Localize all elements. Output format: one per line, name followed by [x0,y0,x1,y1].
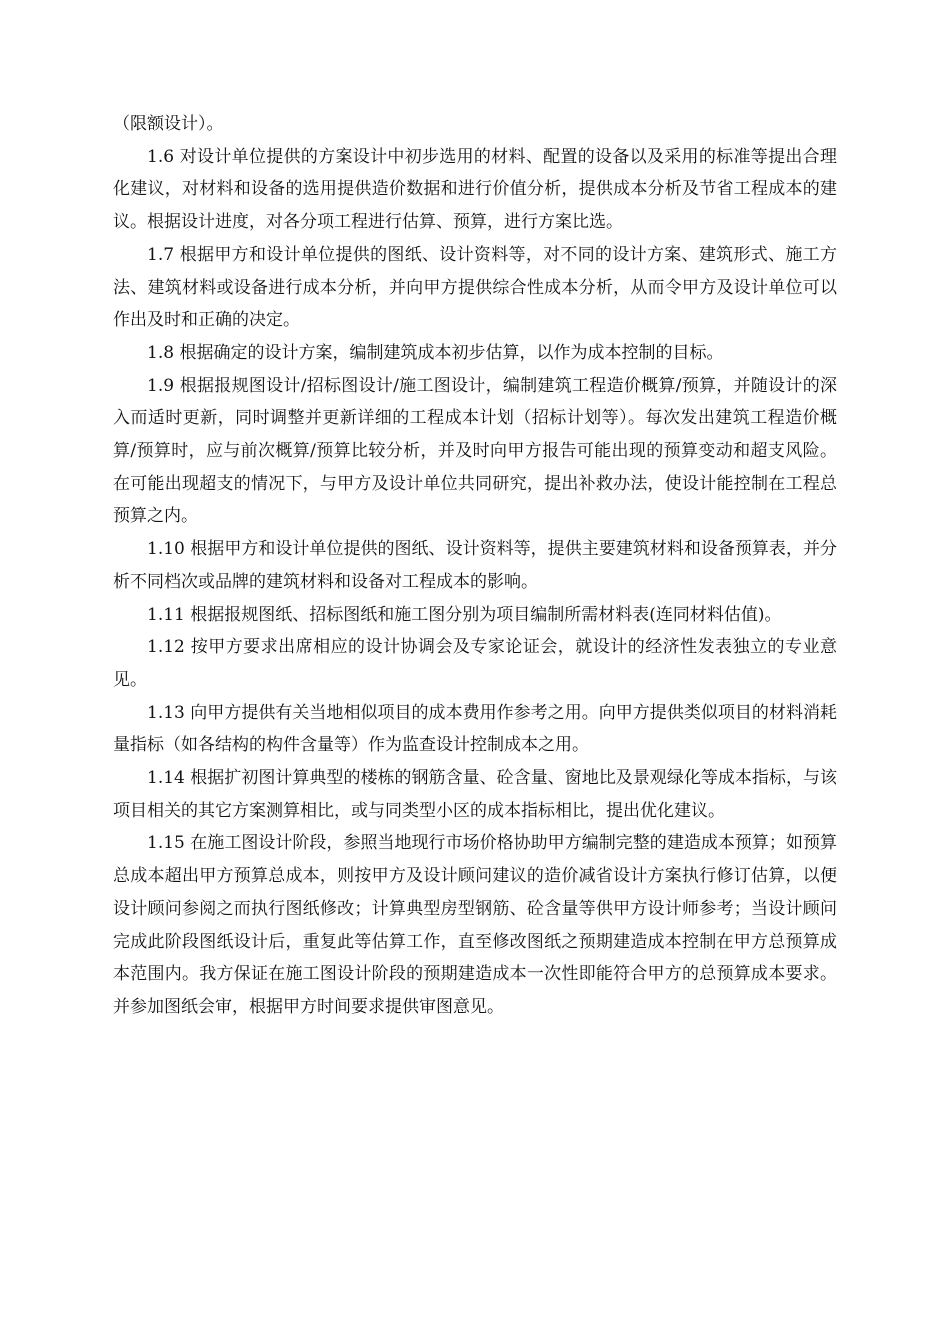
paragraph-1-11: 1.11 根据报规图纸、招标图纸和施工图分别为项目编制所需材料表(连同材料估值)。 [147,604,782,625]
paragraph-1-14: 1.14 根据扩初图计算典型的楼栋的钢筋含量、砼含量、窗地比及景观绿化等成本指标，与该项目相关的其它方案测算相比，或与同类型小区的成本指标相比，提出优化建议。 [113,768,837,821]
paragraph-1-12: 1.12 按甲方要求出席相应的设计协调会及专家论证会，就设计的经济性发表独立的专业意见。 [113,637,837,690]
paragraph-1-9: 1.9 根据报规图设计/招标图设计/施工图设计，编制建筑工程造价概算/预算，并随设计的深入而适时更新，同时调整并更新详细的工程成本计划（招标计划等）。每次发出建筑工程造价概算/预算时，应与前次概算/预算比较分析，并及时向甲方报告可能出现的预算变动和超支风险。在可能出现超支的情况下，与甲方及设计单位共同研究，提出补救办法，使设计能控制在工程总预算之内。 [113,375,837,527]
paragraph-1-13: 1.13 向甲方提供有关当地相似项目的成本费用作参考之用。向甲方提供类似项目的材料消耗量指标（如各结构的构件含量等）作为监查设计控制成本之用。 [113,702,837,756]
paragraph-1-7: 1.7 根据甲方和设计单位提供的图纸、设计资料等，对不同的设计方案、建筑形式、施工方法、建筑材料或设备进行成本分析，并向甲方提供综合性成本分析，从而令甲方及设计单位可以作出及时和正确的决定。 [113,244,837,331]
paragraph-1-15: 1.15 在施工图设计阶段，参照当地现行市场价格协助甲方编制完整的建造成本预算；如预算总成本超出甲方预算总成本，则按甲方及设计顾问建议的造价减省设计方案执行修订估算，以便设计顾问参阅之而执行图纸修改；计算典型房型钢筋、砼含量等供甲方设计师参考；当设计顾问完成此阶段图纸设计后，重复此等估算工作，直至修改图纸之预期建造成本控制在甲方总预算成本范围内。我方保证在施工图设计阶段的预期建造成本一次性即能符合甲方的总预算成本要求。并参加图纸会审，根据甲方时间要求提供审图意见。 [113,833,837,1017]
paragraph-continuation: （限额设计）。 [113,114,224,134]
paragraph-1-10: 1.10 根据甲方和设计单位提供的图纸、设计资料等，提供主要建筑材料和设备预算表，并分析不同档次或品牌的建筑材料和设备对工程成本的影响。 [113,539,837,592]
document-body [113,108,837,1024]
paragraph-1-8: 1.8 根据确定的设计方案，编制建筑成本初步估算，以作为成本控制的目标。 [147,342,724,363]
paragraph-1-6: 1.6 对设计单位提供的方案设计中初步选用的材料、配置的设备以及采用的标准等提出合理化建议，对材料和设备的选用提供造价数据和进行价值分析，提供成本分析及节省工程成本的建议。根据设计进度，对各分项工程进行估算、预算，进行方案比选。 [113,146,837,233]
